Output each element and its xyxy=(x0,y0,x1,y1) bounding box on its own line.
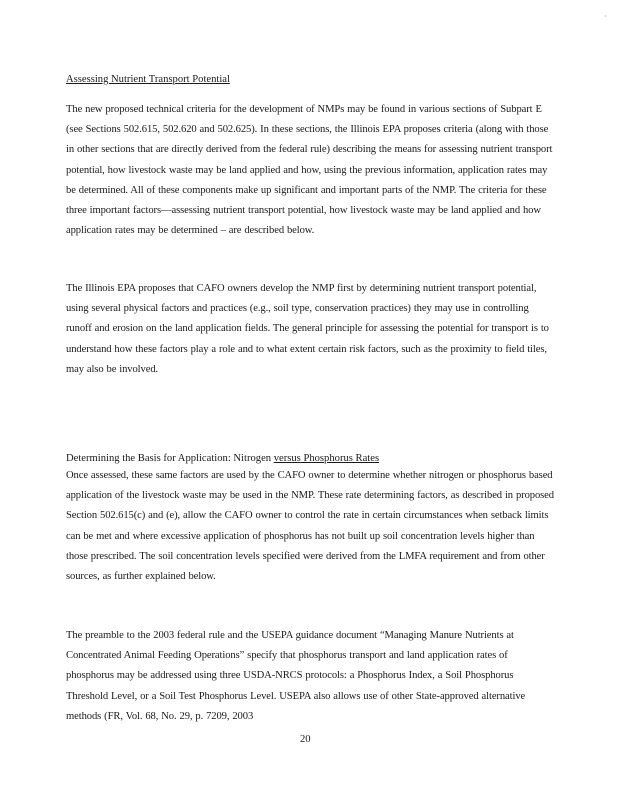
paragraph-cafo-owners: The Illinois EPA proposes that CAFO owners develop the NMP first by determining nutrient transport potential, using several physical factors and practices (e.g., soil type, conservation practices) they may use in controlling runoff and erosion on the land application fields. The general principle for assessing the potential for transport is to understand how these factors play a role and to what extent certain risk factors, such as the proximity to field tiles, may also be involved. xyxy=(66,283,549,375)
paragraph-rate-determining: Once assessed, these same factors are used by the CAFO owner to determine whether nitrogen or phosphorus based application of the livestock waste may be used in the NMP. These rate determining factors, as described in proposed Section 502.615(c) and (e), allow the CAFO owner to control the rate in certain circumstances when setback limits can be met and where excessive application of phosphorus has not built up soil concentration levels higher than those prescribed. The soil concentration levels specified were derived from the LMFA requirement and from other sources, as further explained below. xyxy=(66,470,554,583)
heading-prefix: Determining the Basis for Application: Nitrogen xyxy=(66,453,274,464)
heading-suffix: Phosphorus Rates xyxy=(300,453,380,464)
paragraph-preamble: The preamble to the 2003 federal rule and the USEPA guidance document “Managing Manure Nutrients at Concentrated Animal Feeding Operations” specify that phosphorus transport and land application rates of phosphorus may be addressed using three USDA-NRCS protocols: a Phosphorus Index, a Soil Phosphorus Threshold Level, or a Soil Test Phosphorus Level. USEPA also allows use of other State-approved alternative methods (FR, Vol. 68, No. 29, p. 7209, 2003 xyxy=(66,630,526,722)
section-heading-nutrient-transport: Assessing Nutrient Transport Potential xyxy=(66,74,230,85)
heading-underlined-word: versus xyxy=(273,453,301,464)
paragraph-technical-criteria: The new proposed technical criteria for the development of NMPs may be found in various sections of Subpart E (see Sections 502.615, 502.620 and 502.625). In these sections, the Illinois EPA proposes criteria (along with those in other sections that are directly derived from the federal rule) describing the means for assessing nutrient transport potential, how livestock waste may be land applied and how, using the previous information, application rates may be determined. All of these components make up significant and important parts of the NMP. The criteria for these three important factors—assessing nutrient transport potential, how livestock waste may be land applied and how application rates may be determined – are described below. xyxy=(66,104,553,237)
page-number: 20 xyxy=(300,734,311,745)
section-heading-application-basis xyxy=(66,452,379,466)
page-corner-mark: · xyxy=(604,12,607,21)
